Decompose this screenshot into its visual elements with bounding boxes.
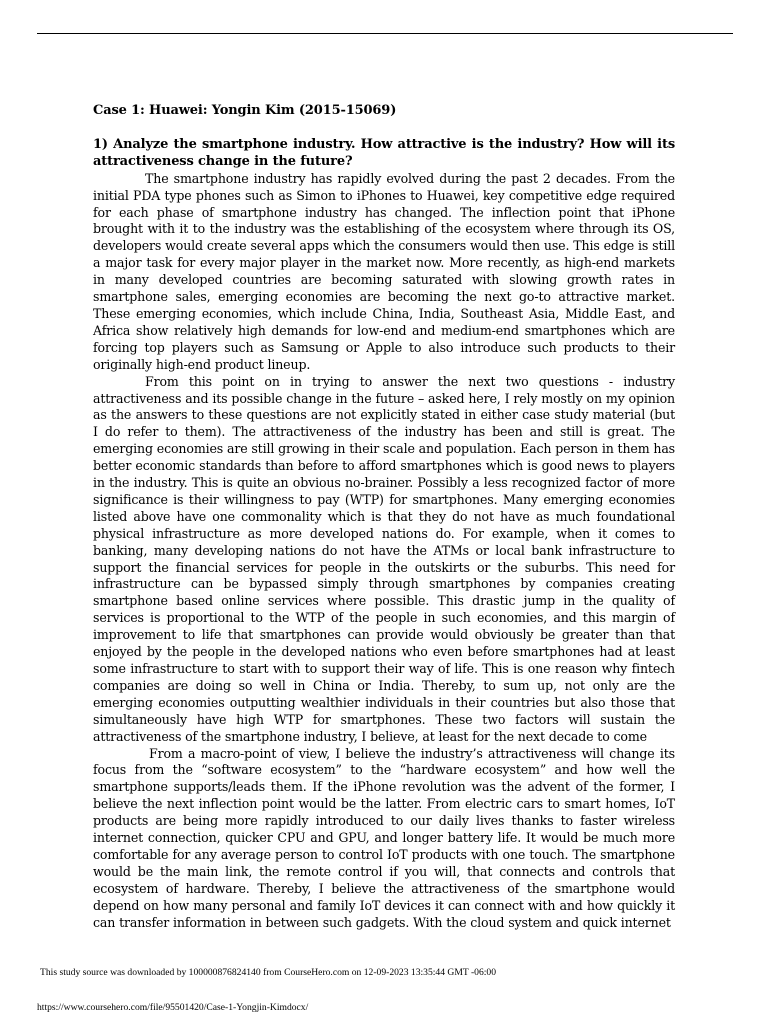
- paragraph-3: From a macro-point of view, I believe the industry’s attractiveness will change its focus from the “software ecosystem” to the “hardware ecosystem” and how well the smartphone supports/leads them. If the iPhone revolution was the advent of the former, I believe the next inflection point would be the latter. From electric cars to smart homes, IoT products are being more rapidly introduced to our daily lives thanks to faster wireless internet connection, quicker CPU and GPU, and longer battery life. It would be much more comfortable for any average person to control IoT products with one touch. The smartphone would be the main link, the remote control if you will, that connects and controls that ecosystem of hardware. Thereby, I believe the attractiveness of the smartphone would depend on how many personal and family IoT devices it can connect with and how quickly it can transfer information in between such gadgets. With the cloud system and quick internet: [93, 745, 675, 930]
- document-body: [93, 103, 675, 932]
- paragraph-1: The smartphone industry has rapidly evolved during the past 2 decades. From the initial PDA type phones such as Simon to iPhones to Huawei, key competitive edge required for each phase of smartphone industry has changed. The inflection point that iPhone brought with it to the industry was the establishing of the ecosystem where through its OS, developers would create several apps which the consumers would then use. This edge is still a major task for every major player in the market now. More recently, as high-end markets in many developed countries are becoming saturated with slowing growth rates in smartphone sales, emerging economies are becoming the next go-to attractive market. These emerging economies, which include China, India, Southeast Asia, Middle East, and Africa show relatively high demands for low-end and medium-end smartphones which are forcing top players such as Samsung or Apple to also introduce such products to their originally high-end product lineup.: [93, 170, 675, 372]
- top-divider: [37, 33, 733, 34]
- case-title: Case 1: Huawei: Yongin Kim (2015-15069): [93, 103, 397, 118]
- source-url-link[interactable]: https://www.coursehero.com/file/95501420/Case-1-Yongjin-Kimdocx/: [37, 1002, 309, 1013]
- question-1-heading: 1) Analyze the smartphone industry. How attractive is the industry? How will its attractiveness change in the future?: [93, 136, 675, 169]
- download-footer-note: This study source was downloaded by 100000876824140 from CourseHero.com on 12-09-2023 13:35:44 GMT -06:00: [40, 967, 497, 978]
- paragraph-2: From this point on in trying to answer the next two questions - industry attractiveness and its possible change in the future – asked here, I rely mostly on my opinion as the answers to these questions are not explicitly stated in either case study material (but I do refer to them). The attractiveness of the industry has been and still is great. The emerging economies are still growing in their scale and population. Each person in them has better economic standards than before to afford smartphones which is good news to players in the industry. This is quite an obvious no-brainer. Possibly a less recognized factor of more significance is their willingness to pay (WTP) for smartphones. Many emerging economies listed above have one commonality which is that they do not have as much foundational physical infrastructure as more developed nations do. For example, when it comes to banking, many developing nations do not have the ATMs or local bank infrastructure to support the financial services for people in the outskirts or the suburbs. This need for infrastructure can be bypassed simply through smartphones by companies creating smartphone based online services where possible. This drastic jump in the quality of services is proportional to the WTP of the people in such economies, and this margin of improvement to life that smartphones can provide would obviously be greater than that enjoyed by the people in the developed nations who even before smartphones had at least some infrastructure to start with to support their way of life. This is one reason why fintech companies are doing so well in China or India. Thereby, to sum up, not only are the emerging economies outputting wealthier individuals in their countries but also those that simultaneously have high WTP for smartphones. These two factors will sustain the attractiveness of the smartphone industry, I believe, at least for the next decade to come: [93, 373, 675, 744]
